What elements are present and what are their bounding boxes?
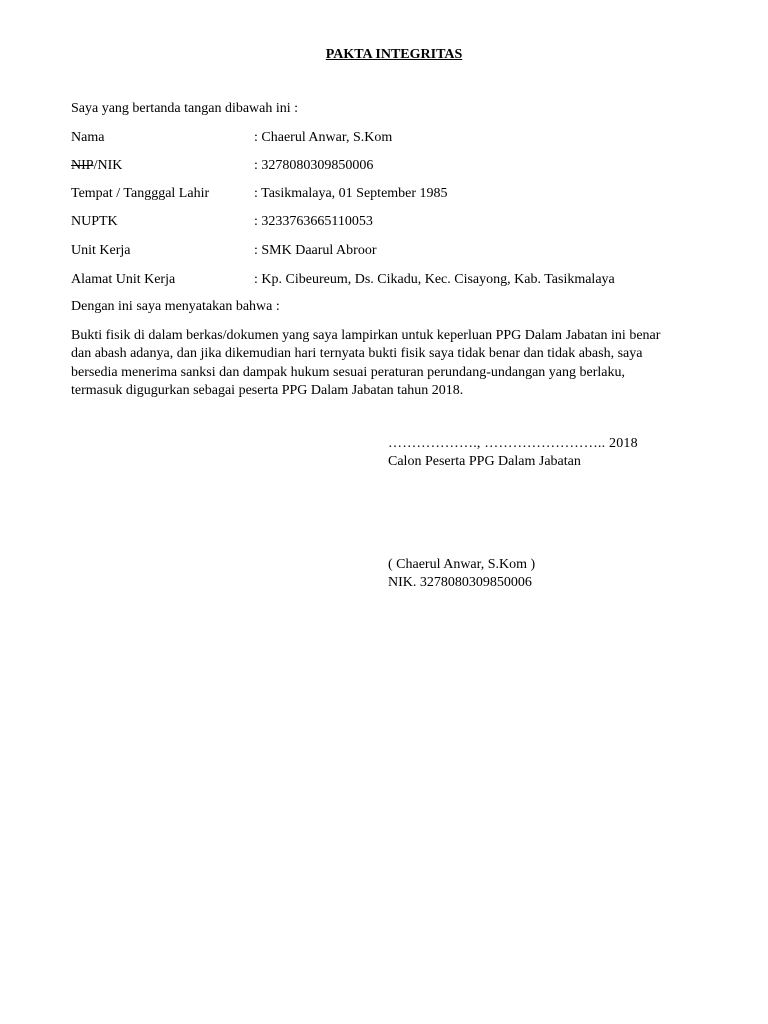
field-value: : Tasikmalaya, 01 September 1985 — [254, 186, 448, 201]
field-label: Unit Kerja — [71, 243, 131, 258]
signature-place-date: ………………., …………………….. 2018 — [388, 436, 638, 451]
field-value: : 3233763665110053 — [254, 214, 373, 229]
signature-nik: NIK. 3278080309850006 — [388, 575, 532, 590]
field-row-ttl — [71, 186, 711, 206]
document-title: PAKTA INTEGRITAS — [325, 47, 463, 62]
field-label — [71, 158, 122, 174]
statement-line: Bukti fisik di dalam berkas/dokumen yang saya lampirkan untuk keperluan PPG Dalam Jabatan ini benar — [71, 328, 661, 343]
struck-label-nip: NIP — [71, 158, 94, 173]
field-row-nik — [71, 158, 711, 178]
field-row-nama — [71, 130, 711, 150]
field-value: : SMK Daarul Abroor — [254, 243, 377, 258]
field-row-alamat — [71, 272, 711, 292]
field-value: : Chaerul Anwar, S.Kom — [254, 130, 393, 145]
statement-line: termasuk digugurkan sebagai peserta PPG Dalam Jabatan tahun 2018. — [71, 383, 464, 399]
statement-line: dan abash adanya, dan jika dikemudian hari ternyata bukti fisik saya tidak benar dan tidak abash, saya — [71, 346, 643, 362]
field-label: NUPTK — [71, 214, 118, 229]
label-nik: /NIK — [93, 158, 123, 173]
intro-text: Saya yang bertanda tangan dibawah ini : — [71, 101, 299, 116]
signature-name: ( Chaerul Anwar, S.Kom ) — [388, 557, 536, 572]
field-label: Nama — [71, 130, 105, 145]
statement-line: bersedia menerima sanksi dan dampak hukum sesuai peraturan perundang-undangan yang berlaku, — [71, 364, 625, 380]
statement-intro: Dengan ini saya menyatakan bahwa : — [71, 299, 280, 314]
field-label: Alamat Unit Kerja — [71, 272, 176, 287]
statement-paragraph — [71, 327, 711, 401]
field-value: : Kp. Cibeureum, Ds. Cikadu, Kec. Cisayong, Kab. Tasikmalaya — [254, 272, 615, 287]
field-value: : 3278080309850006 — [254, 158, 374, 173]
field-label: Tempat / Tangggal Lahir — [71, 186, 210, 201]
signature-role: Calon Peserta PPG Dalam Jabatan — [388, 454, 581, 469]
field-row-nuptk — [71, 214, 711, 234]
field-row-unit-kerja — [71, 243, 711, 263]
